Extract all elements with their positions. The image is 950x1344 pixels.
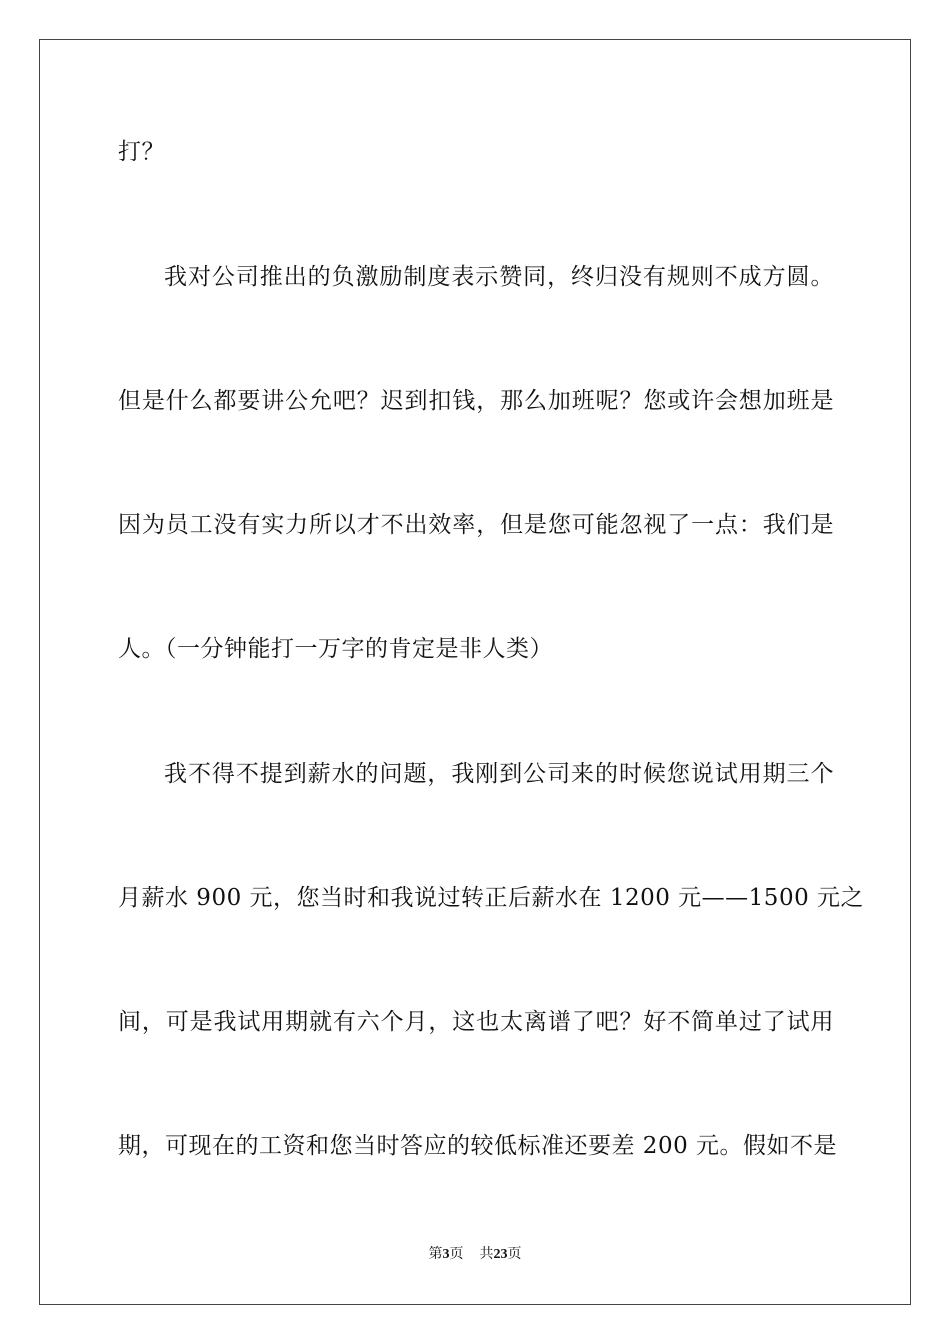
page-prefix: 第 xyxy=(428,1246,443,1262)
total-pages: 23 xyxy=(493,1247,508,1262)
body-text-line-5: 人。（一分钟能打一万字的肯定是非人类） xyxy=(118,636,553,662)
total-suffix: 页 xyxy=(507,1246,522,1262)
page-border xyxy=(39,39,911,1305)
total-prefix: 共 xyxy=(479,1246,494,1262)
page-suffix: 页 xyxy=(449,1246,464,1262)
body-text-line-8: 间，可是我试用期就有六个月，这也太离谱了吧？好不简单过了试用 xyxy=(118,1009,834,1035)
page-footer xyxy=(0,1244,950,1265)
body-text-line-6: 我不得不提到薪水的问题，我刚到公司来的时候您说试用期三个 xyxy=(164,761,834,787)
body-text-line-7: 月薪水 900 元，您当时和我说过转正后薪水在 1200 元——1500 元之 xyxy=(118,885,865,911)
body-text-line-2: 我对公司推出的负激励制度表示赞同，终归没有规则不成方圆。 xyxy=(164,264,834,290)
body-text-line-3: 但是什么都要讲公允吧？迟到扣钱，那么加班呢？您或许会想加班是 xyxy=(118,388,834,414)
body-text-line-9: 期，可现在的工资和您当时答应的较低标准还要差 200 元。假如不是 xyxy=(118,1133,838,1159)
page-number: 3 xyxy=(442,1247,450,1262)
body-text-line-1: 打？ xyxy=(118,139,165,165)
body-text-line-4: 因为员工没有实力所以才不出效率，但是您可能忽视了一点：我们是 xyxy=(118,512,834,538)
